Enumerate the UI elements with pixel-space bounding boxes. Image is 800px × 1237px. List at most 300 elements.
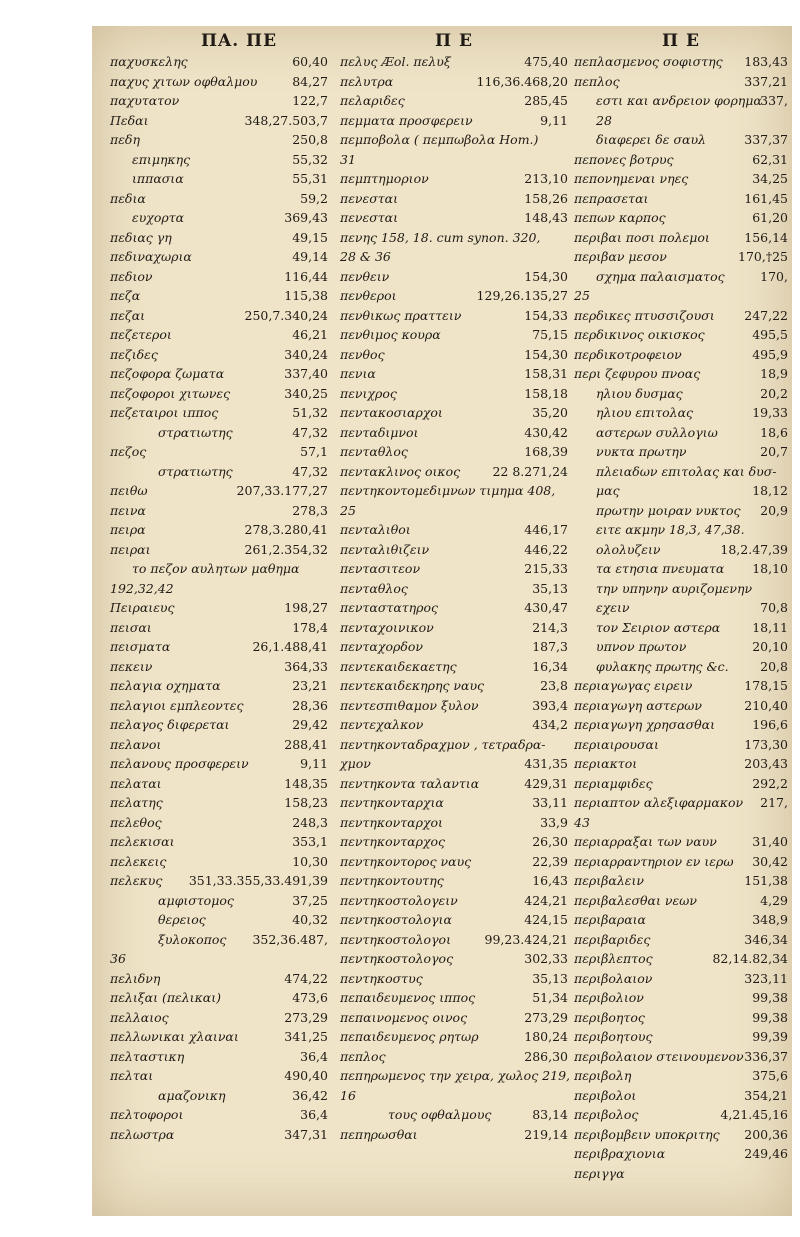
index-entry bbox=[110, 598, 328, 618]
entry-term: πεμπτημοριον bbox=[340, 171, 429, 186]
entry-reference: 122,7 bbox=[292, 93, 328, 108]
entry-term: πεντεχαλκον bbox=[340, 717, 424, 732]
entry-reference: 364,33 bbox=[284, 658, 328, 674]
entry-reference: 337, bbox=[760, 93, 788, 108]
entry-reference: 336,37 bbox=[744, 1048, 788, 1064]
entry-reference: 158,18 bbox=[524, 385, 568, 401]
entry-term: περιαγωγας ειρειν bbox=[574, 678, 693, 693]
index-entry bbox=[110, 208, 328, 228]
entry-term: πενιχρος bbox=[340, 385, 397, 401]
index-entry bbox=[110, 618, 328, 638]
entry-term: πεντεσπιθαμον ξυλον bbox=[340, 697, 479, 713]
entry-term: πενταστατηρος bbox=[340, 600, 439, 615]
index-entry bbox=[574, 111, 788, 131]
index-column-right bbox=[574, 26, 788, 1183]
entry-reference: 51,34 bbox=[532, 990, 568, 1005]
entry-term: πεντακοσιαρχοι bbox=[340, 405, 443, 420]
entry-reference: 29,42 bbox=[292, 717, 328, 732]
index-entry bbox=[110, 735, 328, 755]
index-entry bbox=[110, 189, 328, 209]
entry-reference: 51,32 bbox=[292, 405, 328, 420]
entry-term: πεζος bbox=[110, 444, 147, 459]
entry-reference: 354,21 bbox=[744, 1087, 788, 1103]
entry-reference: 55,31 bbox=[292, 171, 328, 186]
entry-reference: 248,3 bbox=[292, 814, 328, 830]
index-entry bbox=[110, 910, 328, 930]
entry-term: περιβαριδες bbox=[574, 931, 651, 947]
entry-reference: 47,32 bbox=[292, 424, 328, 440]
index-entry bbox=[110, 813, 328, 833]
entry-term: πεισματα bbox=[110, 639, 171, 654]
entry-term: περιβολαιον bbox=[574, 970, 653, 986]
entry-term: πεζεταιροι ιππος bbox=[110, 405, 219, 420]
entry-reference: 393,4 bbox=[532, 697, 568, 713]
index-entry bbox=[340, 930, 568, 950]
index-entry bbox=[340, 228, 568, 248]
entry-term: πεπονημεναι νηες bbox=[574, 171, 689, 186]
index-entry bbox=[340, 189, 568, 209]
entry-reference: 49,15 bbox=[292, 229, 328, 245]
entry-term: περιαπτον αλεξιφαρμακον bbox=[574, 795, 744, 810]
entry-reference: 99,39 bbox=[752, 1029, 788, 1044]
entry-reference: 217, bbox=[760, 795, 788, 810]
index-entry bbox=[340, 774, 568, 794]
index-entry bbox=[574, 657, 788, 677]
index-entry bbox=[340, 267, 568, 287]
entry-term: περιακτοι bbox=[574, 756, 638, 771]
entry-term: περιβαι ποσι πολεμοι bbox=[574, 229, 710, 245]
entry-reference: 261,2.354,32 bbox=[244, 541, 328, 557]
entry-term: πενθος bbox=[340, 346, 385, 362]
index-entry bbox=[110, 540, 328, 560]
index-entry bbox=[340, 891, 568, 911]
entry-term: πελιδνη bbox=[110, 970, 161, 986]
entry-term: πεντηκονταδραχμον , τετραδρα- bbox=[340, 736, 546, 752]
index-entry bbox=[110, 72, 328, 92]
entry-reference: 99,23.424,21 bbox=[484, 931, 568, 947]
entry-reference: 219,14 bbox=[524, 1126, 568, 1142]
entry-reference: 34,25 bbox=[752, 171, 788, 186]
index-entry bbox=[340, 423, 568, 443]
index-entry bbox=[574, 72, 788, 92]
index-entry bbox=[574, 891, 788, 911]
entry-term: πενια bbox=[340, 366, 376, 381]
entry-reference: 154,33 bbox=[524, 307, 568, 323]
entry-term: πεισαι bbox=[110, 619, 152, 635]
entry-reference: 475,40 bbox=[524, 54, 568, 69]
index-entry bbox=[574, 462, 788, 482]
entry-term: περιαρραντηριον εν ιερω bbox=[574, 853, 734, 869]
entry-term: πελανους προσφερειν bbox=[110, 756, 249, 771]
entry-term: μας bbox=[596, 483, 620, 498]
entry-reference: 353,1 bbox=[292, 834, 328, 849]
entry-reference: 36,42 bbox=[292, 1087, 328, 1103]
entry-term: περιαγωγη αστερων bbox=[574, 697, 702, 713]
entry-reference: 28,36 bbox=[292, 697, 328, 713]
index-entry bbox=[340, 306, 568, 326]
index-entry bbox=[574, 1066, 788, 1086]
entry-term: την υπηνην αυριζομενην bbox=[596, 580, 753, 596]
entry-term: 25 bbox=[340, 502, 356, 518]
index-entry bbox=[340, 286, 568, 306]
entry-reference: 35,13 bbox=[532, 970, 568, 986]
entry-reference: 57,1 bbox=[300, 444, 328, 459]
entry-reference: 214,3 bbox=[532, 619, 568, 635]
entry-reference: 20,9 bbox=[760, 502, 788, 518]
index-entry bbox=[340, 169, 568, 189]
entry-term: ολολυζειν bbox=[596, 541, 661, 557]
index-entry bbox=[574, 286, 788, 306]
entry-reference: 116,44 bbox=[284, 268, 328, 284]
entry-reference: 148,43 bbox=[524, 210, 568, 225]
entry-term: πεπρασεται bbox=[574, 190, 649, 206]
index-entry bbox=[574, 247, 788, 267]
entry-reference: 40,32 bbox=[292, 912, 328, 927]
entry-reference: 99,38 bbox=[752, 1009, 788, 1025]
index-entry bbox=[574, 403, 788, 423]
entry-term: πεμματα προσφερειν bbox=[340, 112, 473, 128]
entry-reference: 36,4 bbox=[300, 1107, 328, 1122]
index-entry bbox=[110, 852, 328, 872]
entry-term: πεμποβολα ( πεμπωβολα Hom.) bbox=[340, 132, 539, 147]
index-entry bbox=[340, 520, 568, 540]
index-entry bbox=[574, 130, 788, 150]
entry-reference: 46,21 bbox=[292, 327, 328, 342]
index-entry bbox=[574, 618, 788, 638]
entry-term: πεντηκονταρχοι bbox=[340, 814, 443, 830]
index-entry bbox=[110, 579, 328, 599]
index-entry bbox=[340, 813, 568, 833]
entry-reference: 178,15 bbox=[744, 678, 788, 693]
index-entry bbox=[110, 1027, 328, 1047]
index-entry bbox=[574, 1144, 788, 1164]
entry-term: πεδη bbox=[110, 132, 140, 147]
index-entry bbox=[340, 1027, 568, 1047]
index-entry bbox=[574, 208, 788, 228]
index-entry bbox=[110, 364, 328, 384]
running-head-left: ΠΑ. ΠΕ bbox=[200, 31, 278, 51]
entry-reference: 75,15 bbox=[532, 327, 568, 342]
entry-reference: 292,2 bbox=[752, 775, 788, 791]
entry-term: πενθιμος κουρα bbox=[340, 327, 441, 342]
entry-term: πελεκυς bbox=[110, 873, 163, 888]
index-entry bbox=[574, 871, 788, 891]
entry-reference: 70,8 bbox=[760, 600, 788, 615]
entry-reference: 30,42 bbox=[752, 853, 788, 869]
entry-term: περδικοτροφειον bbox=[574, 346, 682, 362]
entry-reference: 337,37 bbox=[744, 132, 788, 147]
entry-term: περιβοητος bbox=[574, 1009, 645, 1025]
entry-reference: 156,14 bbox=[744, 229, 788, 245]
entry-term: πεντηκοντουτης bbox=[340, 873, 444, 888]
entry-reference: 115,38 bbox=[284, 288, 328, 303]
index-entry bbox=[110, 774, 328, 794]
index-entry bbox=[574, 150, 788, 170]
entry-reference: 22 8.271,24 bbox=[492, 463, 568, 479]
entry-reference: 348,27.503,7 bbox=[244, 112, 328, 128]
index-entry bbox=[340, 1008, 568, 1028]
entry-term: τους οφθαλμους bbox=[388, 1107, 492, 1122]
entry-term: πελλωνικαι χλαιναι bbox=[110, 1029, 239, 1044]
entry-reference: 213,10 bbox=[524, 171, 568, 186]
entry-term: παχυς χιτων οφθαλμου bbox=[110, 73, 258, 89]
index-entry bbox=[574, 1047, 788, 1067]
entry-reference: 10,30 bbox=[292, 853, 328, 869]
index-entries-left bbox=[110, 52, 328, 1144]
entry-term: παχυτατον bbox=[110, 93, 180, 108]
entry-reference: 83,14 bbox=[532, 1107, 568, 1122]
index-entry bbox=[110, 403, 328, 423]
entry-term: εχειν bbox=[596, 600, 630, 615]
entry-term: πελυτρα bbox=[340, 73, 394, 89]
entry-reference: 210,40 bbox=[744, 697, 788, 713]
index-entry bbox=[340, 735, 568, 755]
entry-reference: 20,8 bbox=[760, 658, 788, 674]
index-entry bbox=[574, 169, 788, 189]
index-entry bbox=[340, 618, 568, 638]
entry-reference: 16,34 bbox=[532, 658, 568, 674]
entry-term: 16 bbox=[340, 1087, 356, 1103]
entry-reference: 347,31 bbox=[284, 1126, 328, 1142]
entry-reference: 161,45 bbox=[744, 190, 788, 206]
entry-reference: 18,12 bbox=[752, 483, 788, 498]
entry-term: Πειραιευς bbox=[110, 600, 175, 615]
index-entry bbox=[574, 676, 788, 696]
index-entry bbox=[340, 793, 568, 813]
entry-term: ξυλοκοπος bbox=[158, 931, 227, 947]
entry-term: πενθεροι bbox=[340, 288, 397, 303]
entry-reference: 20,2 bbox=[760, 385, 788, 401]
entry-term: πεινα bbox=[110, 502, 146, 518]
entry-reference: 302,33 bbox=[524, 951, 568, 966]
index-entry bbox=[110, 345, 328, 365]
entry-reference: 18,2.47,39 bbox=[720, 541, 788, 557]
entry-reference: 26,30 bbox=[532, 834, 568, 849]
index-entry bbox=[340, 832, 568, 852]
index-entry bbox=[110, 384, 328, 404]
index-entry bbox=[574, 267, 788, 287]
index-entry bbox=[110, 423, 328, 443]
entry-term: πεντηκοντορος ναυς bbox=[340, 853, 472, 869]
entry-term: περιβολη bbox=[574, 1068, 632, 1083]
index-entry bbox=[110, 52, 328, 72]
index-entry bbox=[574, 988, 788, 1008]
entry-reference: 187,3 bbox=[532, 639, 568, 654]
index-entry bbox=[110, 150, 328, 170]
index-entry bbox=[340, 462, 568, 482]
entry-reference: 337,40 bbox=[284, 366, 328, 381]
entry-reference: 473,6 bbox=[292, 990, 328, 1005]
entry-reference: 18,9 bbox=[760, 366, 788, 381]
entry-term: πεντηκονταρχια bbox=[340, 795, 444, 810]
entry-term: περιβολιον bbox=[574, 990, 644, 1005]
index-entry bbox=[110, 559, 328, 579]
index-entry bbox=[574, 735, 788, 755]
entry-reference: 341,25 bbox=[284, 1029, 328, 1044]
entry-term: πελταστικη bbox=[110, 1048, 185, 1064]
entry-reference: 346,34 bbox=[744, 931, 788, 947]
entry-term: πενταθλος bbox=[340, 444, 408, 459]
entry-term: πελαγια οχηματα bbox=[110, 678, 221, 693]
entry-term: πειρα bbox=[110, 522, 146, 537]
index-entry bbox=[340, 325, 568, 345]
index-entry bbox=[340, 247, 568, 267]
entry-term: πλειαδων επιτολας και δυσ- bbox=[596, 463, 777, 479]
entry-reference: 490,40 bbox=[284, 1068, 328, 1083]
index-entry bbox=[574, 364, 788, 384]
entry-reference: 495,9 bbox=[752, 346, 788, 362]
entry-reference: 129,26.135,27 bbox=[476, 288, 568, 303]
entry-reference: 23,8 bbox=[540, 678, 568, 693]
index-entries-right bbox=[574, 52, 788, 1183]
index-entry bbox=[110, 832, 328, 852]
entry-reference: 446,17 bbox=[524, 522, 568, 537]
entry-term: ηλιου επιτολας bbox=[596, 405, 694, 420]
entry-reference: 18,6 bbox=[760, 424, 788, 440]
entry-term: πεπων καρπος bbox=[574, 210, 666, 225]
index-entry bbox=[574, 501, 788, 521]
index-entry bbox=[574, 306, 788, 326]
index-entry bbox=[340, 988, 568, 1008]
index-entry bbox=[110, 871, 328, 891]
entry-reference: 49,14 bbox=[292, 249, 328, 264]
entry-reference: 351,33.355,33.491,39 bbox=[188, 873, 328, 888]
entry-term: πρωτην μοιραν νυκτος bbox=[596, 502, 741, 518]
index-entry bbox=[110, 969, 328, 989]
index-entry bbox=[110, 169, 328, 189]
entry-term: πενταλιθοι bbox=[340, 522, 411, 537]
index-entry bbox=[574, 52, 788, 72]
entry-term: περιβαλειν bbox=[574, 873, 644, 888]
entry-term: πεντηκοστυς bbox=[340, 970, 423, 986]
index-entry bbox=[340, 871, 568, 891]
index-entry bbox=[110, 930, 328, 950]
index-entry bbox=[574, 1086, 788, 1106]
entry-term: χμον bbox=[340, 756, 371, 771]
index-entry bbox=[574, 696, 788, 716]
entry-term: 25 bbox=[574, 288, 590, 303]
index-entry bbox=[110, 1047, 328, 1067]
entry-term: πενταχορδον bbox=[340, 639, 423, 654]
index-entry bbox=[110, 1008, 328, 1028]
entry-reference: 278,3 bbox=[292, 502, 328, 518]
entry-term: πεζοφοροι χιτωνες bbox=[110, 385, 231, 401]
entry-term: περιβολαιον στεινουμενον bbox=[574, 1048, 744, 1064]
entry-term: πελται bbox=[110, 1068, 154, 1083]
index-entry bbox=[574, 1125, 788, 1145]
entry-term: περιαιρουσαι bbox=[574, 736, 659, 752]
index-entry bbox=[110, 130, 328, 150]
index-entry bbox=[110, 676, 328, 696]
entry-reference: 23,21 bbox=[292, 678, 328, 693]
index-entry bbox=[574, 793, 788, 813]
entry-reference: 170, bbox=[760, 268, 788, 284]
book-page bbox=[92, 26, 792, 1216]
index-entry bbox=[574, 598, 788, 618]
entry-reference: 340,24 bbox=[284, 346, 328, 362]
entry-reference: 158,31 bbox=[524, 366, 568, 381]
entry-reference: 35,13 bbox=[532, 580, 568, 596]
index-entry bbox=[340, 910, 568, 930]
entry-term: περιαμφιδες bbox=[574, 775, 653, 791]
entry-term: περιβλεπτος bbox=[574, 951, 653, 966]
index-entry bbox=[340, 72, 568, 92]
index-entry bbox=[110, 1086, 328, 1106]
index-entry bbox=[574, 189, 788, 209]
entry-reference: 33,11 bbox=[532, 795, 568, 810]
entry-reference: 348,9 bbox=[752, 912, 788, 927]
index-entry bbox=[340, 91, 568, 111]
entry-term: πενταδιμνοι bbox=[340, 424, 419, 440]
entry-reference: 99,38 bbox=[752, 990, 788, 1005]
entry-term: πενταχοινικον bbox=[340, 619, 434, 635]
index-entry bbox=[340, 1086, 568, 1106]
index-entry bbox=[340, 559, 568, 579]
entry-term: πεζετεροι bbox=[110, 327, 172, 342]
entry-reference: 288,41 bbox=[284, 736, 328, 752]
index-entry bbox=[110, 1105, 328, 1125]
index-entry bbox=[574, 345, 788, 365]
entry-term: νυκτα πρωτην bbox=[596, 444, 687, 459]
index-entry bbox=[340, 130, 568, 150]
index-column-left bbox=[110, 26, 328, 1144]
index-entry bbox=[340, 1125, 568, 1145]
index-entry bbox=[574, 442, 788, 462]
entry-term: πεζαι bbox=[110, 307, 146, 323]
index-entry bbox=[574, 423, 788, 443]
entry-reference: 215,33 bbox=[524, 561, 568, 576]
index-entry bbox=[340, 949, 568, 969]
entry-term: στρατιωτης bbox=[158, 424, 233, 440]
entry-term: πεδιναχωρια bbox=[110, 249, 192, 264]
index-entry bbox=[110, 325, 328, 345]
entry-term: ειτε ακμην 18,3, 47,38. bbox=[596, 522, 745, 537]
entry-term: πενθειν bbox=[340, 268, 390, 284]
index-entry bbox=[340, 715, 568, 735]
index-entry bbox=[110, 442, 328, 462]
index-entry bbox=[110, 228, 328, 248]
entry-term: πειθω bbox=[110, 483, 148, 498]
entry-term: φυλακης πρωτης &c. bbox=[596, 658, 729, 674]
entry-term: πεντηκοστολογος bbox=[340, 951, 454, 966]
index-entry bbox=[340, 579, 568, 599]
entry-reference: 158,26 bbox=[524, 190, 568, 206]
index-entry bbox=[340, 208, 568, 228]
entry-reference: 61,20 bbox=[752, 210, 788, 225]
entry-term: πεντηκοστολογοι bbox=[340, 931, 451, 947]
index-entry bbox=[340, 364, 568, 384]
entry-term: αμφιστομος bbox=[158, 892, 234, 908]
entry-reference: 429,31 bbox=[524, 775, 568, 791]
index-entry bbox=[574, 325, 788, 345]
entry-term: πεντηκοστολογια bbox=[340, 912, 452, 927]
index-entry bbox=[574, 969, 788, 989]
index-entry bbox=[340, 637, 568, 657]
index-entry bbox=[574, 637, 788, 657]
index-entry bbox=[110, 247, 328, 267]
entry-term: περιαγωγη χρησασθαι bbox=[574, 717, 715, 732]
entry-reference: 59,2 bbox=[300, 190, 328, 206]
entry-reference: 180,24 bbox=[524, 1029, 568, 1044]
entry-term: πελλαιος bbox=[110, 1009, 169, 1025]
index-entry bbox=[574, 1164, 788, 1184]
entry-term: πεντηκοστολογειν bbox=[340, 892, 458, 908]
entry-term: παχυσκελης bbox=[110, 54, 188, 69]
entry-reference: 200,36 bbox=[744, 1126, 788, 1142]
entry-reference: 36,4 bbox=[300, 1048, 328, 1064]
entry-term: περιβαραια bbox=[574, 912, 646, 927]
index-entry bbox=[340, 501, 568, 521]
